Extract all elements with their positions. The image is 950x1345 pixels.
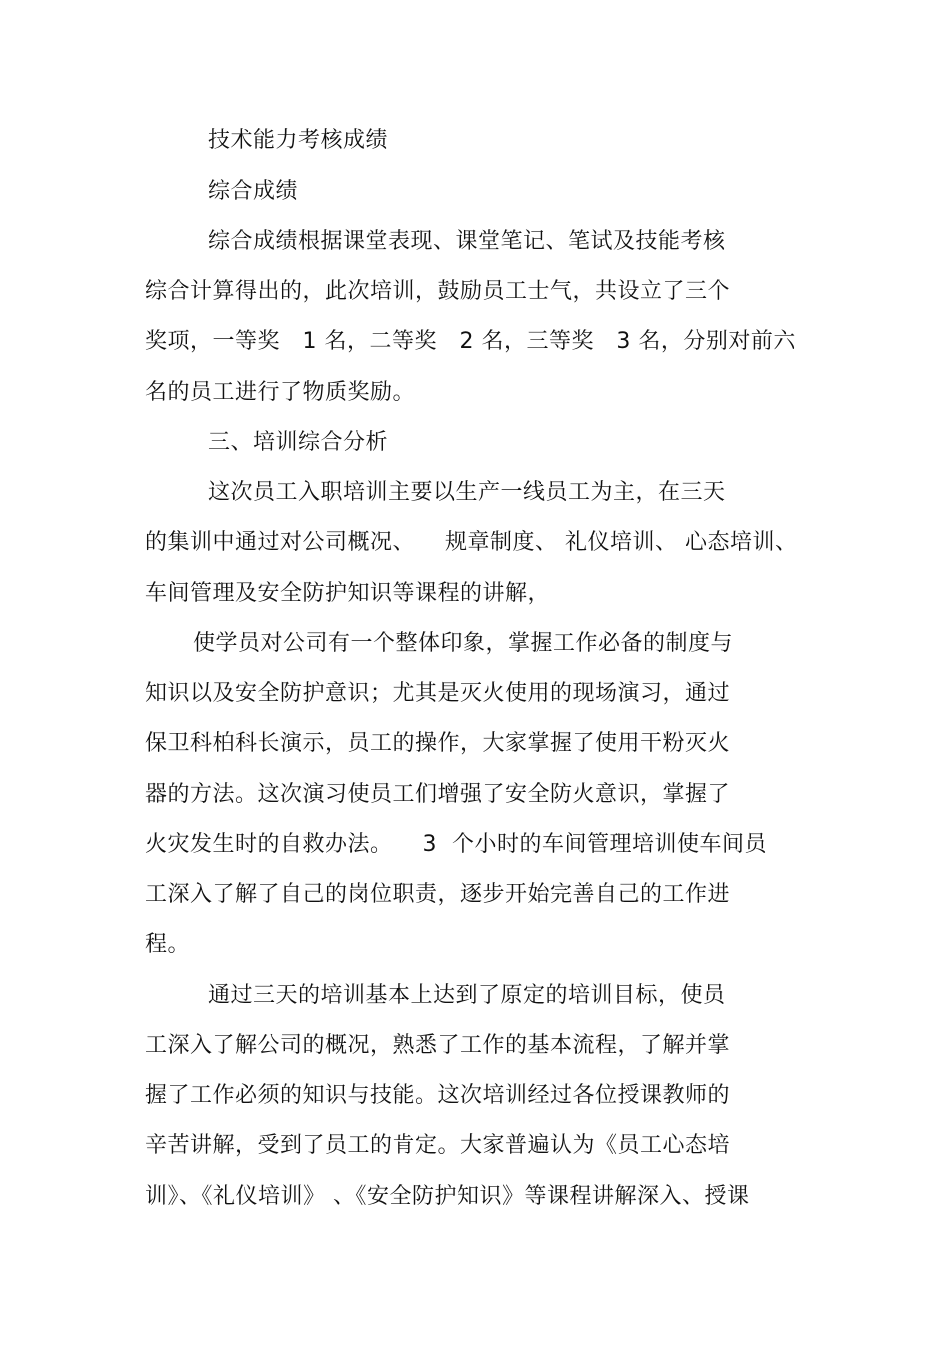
text-line-11: 使学员对公司有一个整体印象，掌握工作必备的制度与 (193, 631, 734, 656)
text-line-13: 保卫科柏科长演示，员工的操作，大家掌握了使用干粉灭火 (145, 731, 731, 756)
text-line-05: 奖项，一等奖 1 名，二等奖 2 名，三等奖 3 名，分别对前六 (145, 329, 796, 354)
text-line-08: 这次员工入职培训主要以生产一线员工为主，在三天 (208, 480, 726, 505)
text-line-14: 器的方法。这次演习使员工们增强了安全防火意识，掌握了 (145, 782, 731, 807)
text-line-21: 辛苦讲解，受到了员工的肯定。大家普遍认为《员工心态培 (145, 1133, 731, 1158)
text-line-19: 工深入了解公司的概况，熟悉了工作的基本流程，了解并掌 (145, 1033, 731, 1058)
text-line-15: 火灾发生时的自救办法。 3 个小时的车间管理培训使车间员 (145, 832, 767, 857)
text-line-01: 技术能力考核成绩 (208, 128, 389, 153)
text-line-06: 名的员工进行了物质奖励。 (145, 380, 416, 405)
text-line-02: 综合成绩 (208, 179, 299, 204)
text-line-22: 训》、《礼仪培训》 、《安全防护知识》等课程讲解深入、授课 (145, 1184, 750, 1209)
text-line-04: 综合计算得出的，此次培训，鼓励员工士气，共设立了三个 (145, 279, 731, 304)
text-line-10: 车间管理及安全防护知识等课程的讲解， (145, 581, 551, 606)
text-line-17: 程。 (145, 932, 191, 957)
section-heading: 三、培训综合分析 (208, 430, 389, 455)
text-line-09: 的集训中通过对公司概况、 规章制度、 礼仪培训、 心态培训、 (145, 530, 798, 555)
text-line-03: 综合成绩根据课堂表现、课堂笔记、笔试及技能考核 (208, 229, 726, 254)
text-line-18: 通过三天的培训基本上达到了原定的培训目标，使员 (208, 983, 726, 1008)
text-line-16: 工深入了解了自己的岗位职责，逐步开始完善自己的工作进 (145, 882, 731, 907)
text-line-12: 知识以及安全防护意识；尤其是灭火使用的现场演习，通过 (145, 681, 731, 706)
text-line-20: 握了工作必须的知识与技能。这次培训经过各位授课教师的 (145, 1083, 731, 1108)
